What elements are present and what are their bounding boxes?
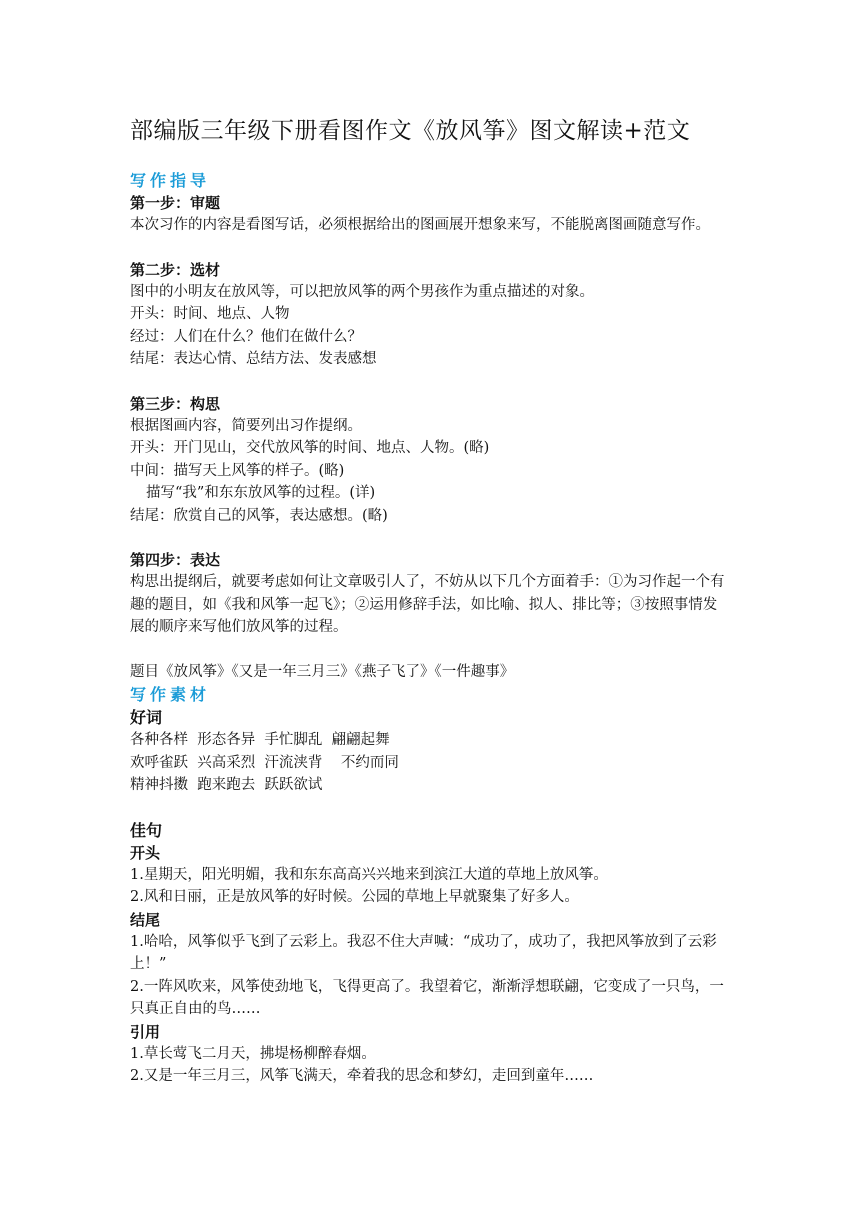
page-title: 部编版三年级下册看图作文《放风筝》图文解读+范文 — [130, 118, 691, 144]
words-line: 各种各样 形态各异 手忙脚乱 翩翩起舞 — [130, 732, 390, 748]
step2-line: 结尾：表达心情、总结方法、发表感想 — [130, 351, 377, 367]
quote-line: 1.草长莺飞二月天，拂堤杨柳醉春烟。 — [130, 1045, 376, 1062]
words-heading: 好词 — [130, 708, 163, 727]
step2-line: 图中的小明友在放风等，可以把放风筝的两个男孩作为重点描述的对象。 — [130, 283, 594, 300]
step1-heading: 第一步：审题 — [130, 194, 221, 212]
step1-text: 本次习作的内容是看图写话，必须根据给出的图画展开想象来写，不能脱离图画随意写作。 — [130, 217, 710, 233]
opening-line: 2.风和日丽，正是放风筝的好时候。公园的草地上早就聚集了好多人。 — [130, 889, 579, 905]
step3-line: 结尾：欣赏自己的风筝，表达感想。(略) — [130, 507, 388, 524]
step4-text: 构思出提纲后，就要考虑如何让文章吸引人了，不妨从以下几个方面着手：①为习作起一个有趣的题目，如《我和风筝一起飞》；②运用修辞手法，如比喻、拟人、排比等；③按照事情发展的顺序来写他们放风筝的过程。 — [130, 574, 725, 635]
step4-heading: 第四步：表达 — [130, 551, 221, 569]
section-heading-material: 写作素材 — [130, 685, 211, 704]
opening-heading: 开头 — [130, 843, 161, 862]
step3-line: 中间：描写天上风筝的样子。(略) — [130, 462, 345, 479]
quote-line: 2.又是一年三月三，风筝飞满天，牵着我的思念和梦幻，走回到童年…… — [130, 1068, 594, 1084]
step3-line: 根据图画内容，简要列出习作提纲。 — [130, 417, 362, 434]
opening-line: 1.星期天，阳光明媚，我和东东高高兴兴地来到滨江大道的草地上放风筝。 — [130, 866, 608, 883]
words-line: 欢呼雀跃 兴高采烈 汗流浃背 不约而同 — [130, 754, 399, 771]
quote-heading: 引用 — [130, 1022, 161, 1041]
ending-line: 2.一阵风吹来，风筝使劲地飞，飞得更高了。我望着它，渐渐浮想联翩，它变成了一只鸟，一只真正自由的鸟…… — [130, 978, 724, 1017]
ending-line: 1.哈哈，风筝似乎飞到了云彩上。我忍不住大声喊：“成功了，成功了，我把风筝放到了云彩上！” — [130, 933, 717, 972]
step3-line: 开头：开门见山，交代放风筝的时间、地点、人物。(略) — [130, 440, 490, 456]
step2-line: 开头：时间、地点、人物 — [130, 306, 290, 322]
step3-line: 描写“我”和东东放风筝的过程。(详) — [146, 485, 376, 501]
ending-heading: 结尾 — [130, 910, 161, 929]
document-page — [130, 112, 730, 1088]
words-line: 精神抖擞 跑来跑去 跃跃欲试 — [130, 777, 323, 793]
section-heading-guide: 写作指导 — [130, 171, 211, 190]
step3-heading: 第三步：构思 — [130, 394, 221, 413]
sentences-heading: 佳句 — [130, 820, 163, 840]
step2-heading: 第二步：选材 — [130, 260, 221, 279]
topics-line: 题目《放风筝》《又是一年三月三》《燕子飞了》《一件趣事》 — [130, 663, 515, 680]
step2-line: 经过：人们在什么？他们在做什么？ — [130, 328, 362, 345]
